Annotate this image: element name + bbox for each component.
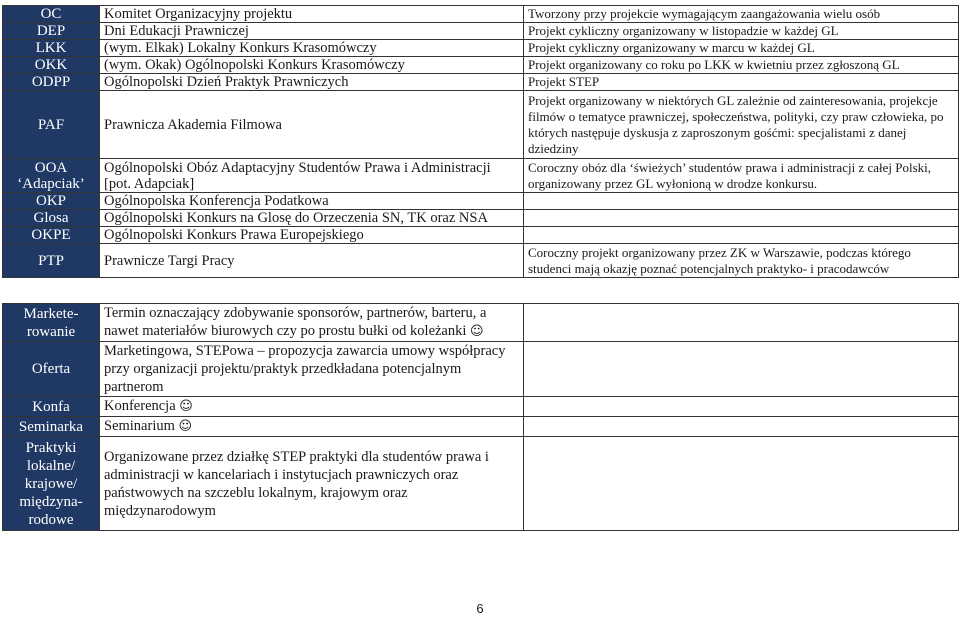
empty-cell (524, 304, 959, 342)
project-description: Projekt organizowany w niektórych GL zależnie od zainteresowania, projekcje filmów o tematyce prawniczej, społeczeństwa, polityki, czy praw człowieka, po których następuje dyskusja z zaproszonym gośćmi: specjalistami z danej dziedziny (524, 91, 959, 159)
project-row (3, 159, 959, 193)
project-row (3, 6, 959, 23)
term-abbr: Oferta (3, 342, 100, 397)
term-row (3, 417, 959, 437)
project-description: Projekt organizowany co roku po LKK w kwietniu przez zgłoszoną GL (524, 57, 959, 74)
project-row (3, 40, 959, 57)
project-abbr: OC (3, 6, 100, 23)
project-name: Komitet Organizacyjny projektu (100, 6, 524, 23)
term-description-text: Konferencja (104, 398, 176, 414)
term-description (100, 397, 524, 417)
smiley-icon: ☺ (470, 324, 484, 339)
project-abbr: OKPE (3, 227, 100, 244)
term-abbr: Konfa (3, 397, 100, 417)
project-abbr: OKP (3, 193, 100, 210)
project-row (3, 227, 959, 244)
term-description (100, 417, 524, 437)
term-abbr: Seminarka (3, 417, 100, 437)
term-description-text: Organizowane przez działkę STEP praktyki dla studentów prawa i administracji w kancelariach i instytucjach prawniczych oraz państwowych na szczeblu lokalnym, krajowym oraz międzynarodowym (104, 448, 489, 519)
project-row (3, 91, 959, 159)
smiley-icon: ☺ (178, 419, 193, 434)
term-row (3, 397, 959, 417)
empty-cell (524, 437, 959, 531)
page-number: 6 (476, 601, 484, 616)
project-name: Ogólnopolski Konkurs Prawa Europejskiego (100, 227, 524, 244)
project-description (524, 227, 959, 244)
term-abbr: Praktyki lokalne/ krajowe/ międzyna- rodowe (3, 437, 100, 531)
project-abbr: ODPP (3, 74, 100, 91)
project-row (3, 57, 959, 74)
project-description (524, 193, 959, 210)
term-description (100, 342, 524, 397)
project-name: Dni Edukacji Prawniczej (100, 23, 524, 40)
project-name: Prawnicza Akademia Filmowa (100, 91, 524, 159)
project-abbr: DEP (3, 23, 100, 40)
project-description (524, 210, 959, 227)
term-row (3, 304, 959, 342)
term-description (100, 304, 524, 342)
project-description: Projekt cykliczny organizowany w marcu w każdej GL (524, 40, 959, 57)
project-row (3, 210, 959, 227)
term-description-text: Seminarium (104, 418, 175, 434)
project-name: Ogólnopolski Konkurs na Glosę do Orzeczenia SN, TK oraz NSA (100, 210, 524, 227)
empty-cell (524, 397, 959, 417)
project-abbr: LKK (3, 40, 100, 57)
project-name: (wym. Okak) Ogólnopolski Konkurs Krasomówczy (100, 57, 524, 74)
empty-cell (524, 417, 959, 437)
project-name: Prawnicze Targi Pracy (100, 244, 524, 278)
empty-cell (524, 342, 959, 397)
project-row (3, 23, 959, 40)
project-abbr: OKK (3, 57, 100, 74)
project-description: Projekt STEP (524, 74, 959, 91)
project-description: Coroczny obóz dla ‘świeżych’ studentów prawa i administracji z całej Polski, organizowany przez GL wyłonioną w drodze konkursu. (524, 159, 959, 193)
term-row (3, 437, 959, 531)
term-abbr: Markete- rowanie (3, 304, 100, 342)
project-row (3, 74, 959, 91)
smiley-icon: ☺ (179, 399, 193, 414)
project-name: Ogólnopolski Obóz Adaptacyjny Studentów Prawa i Administracji [pot. Adapciak] (100, 159, 524, 193)
term-description-text: Marketingowa, STEPowa – propozycja zawarcia umowy współpracy przy organizacji projektu/praktyk przedkładana potencjalnym partnerom (104, 343, 506, 395)
project-abbr: OOA ‘Adapciak’ (3, 159, 100, 193)
term-description-text: Termin oznaczający zdobywanie sponsorów, partnerów, barteru, a nawet materiałów biurowych czy po prostu bułki od koleżanki (104, 305, 487, 339)
terms-table (2, 303, 959, 531)
term-description (100, 437, 524, 531)
project-abbr: PAF (3, 91, 100, 159)
projects-table (2, 5, 959, 278)
project-abbr: PTP (3, 244, 100, 278)
project-abbr: Glosa (3, 210, 100, 227)
project-name: Ogólnopolski Dzień Praktyk Prawniczych (100, 74, 524, 91)
term-row (3, 342, 959, 397)
project-description: Tworzony przy projekcie wymagającym zaangażowania wielu osób (524, 6, 959, 23)
project-description: Coroczny projekt organizowany przez ZK w Warszawie, podczas którego studenci mają okazję poznać potencjalnych praktyko- i pracodawców (524, 244, 959, 278)
project-name: Ogólnopolska Konferencja Podatkowa (100, 193, 524, 210)
project-row (3, 244, 959, 278)
project-description: Projekt cykliczny organizowany w listopadzie w każdej GL (524, 23, 959, 40)
project-row (3, 193, 959, 210)
project-name: (wym. Elkak) Lokalny Konkurs Krasomówczy (100, 40, 524, 57)
